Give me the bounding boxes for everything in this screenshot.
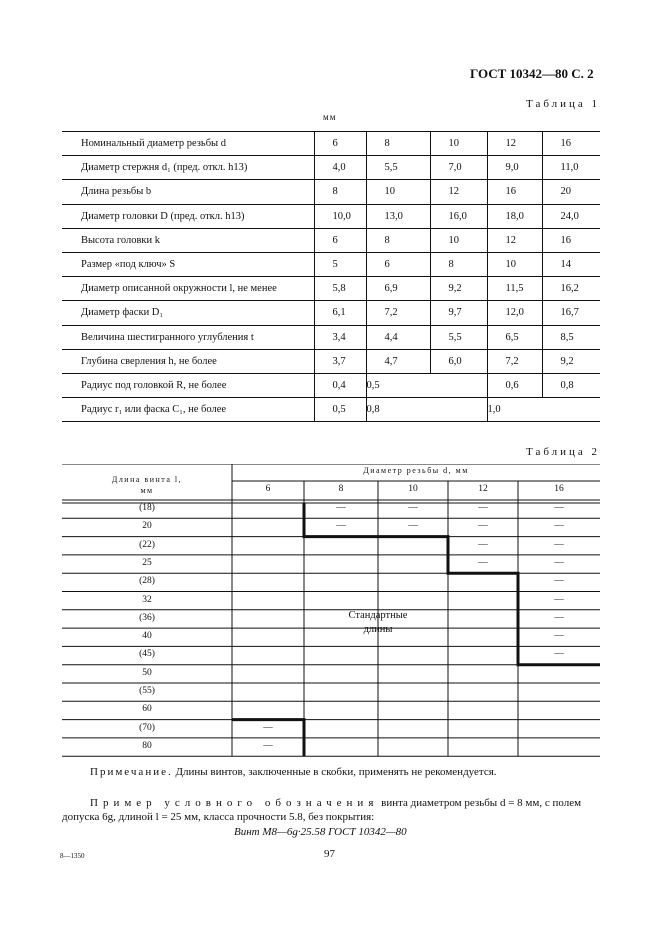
table1-cell: 20 [542, 180, 600, 204]
length-label: (22) [139, 539, 155, 550]
table1-cell: 0,5 [366, 373, 487, 397]
table1-cell: 7,2 [366, 301, 430, 325]
table1-cell: 3,4 [314, 325, 366, 349]
example [62, 796, 602, 824]
length-label: (55) [139, 686, 155, 696]
table1-cell: 14 [542, 252, 600, 276]
dash-cell: — [554, 521, 564, 532]
table1-cell: 6 [314, 228, 366, 252]
page-number: 97 [324, 848, 335, 860]
note [90, 766, 497, 778]
table1-row-label: Высота головки k [62, 228, 314, 252]
designation: Винт М8—6g·25.58 ГОСТ 10342—80 [234, 826, 407, 838]
dash-cell: — [478, 539, 488, 550]
table1-cell: 16 [487, 180, 542, 204]
length-label: (70) [139, 722, 155, 733]
table1-cell: 11,0 [542, 156, 600, 180]
dash-cell: — [336, 521, 346, 532]
table1-cell: 0,4 [314, 373, 366, 397]
dash-cell: — [554, 503, 564, 513]
table1-cell: 6,1 [314, 301, 366, 325]
table1-cell: 4,0 [314, 156, 366, 180]
table1-cell: 6 [366, 252, 430, 276]
length-label: 60 [142, 704, 152, 715]
diameter-header-cell: 16 [554, 484, 564, 494]
table1-cell: 8 [366, 132, 430, 156]
print-code: 8—1350 [60, 852, 85, 860]
table1-row [62, 252, 600, 276]
table1-row [62, 373, 600, 397]
table1-row-label: Диаметр стержня d₁ (пред. откл. h13) [62, 156, 314, 180]
table1-row [62, 349, 600, 373]
length-label: 32 [142, 594, 152, 605]
table1-row-label: Номинальный диаметр резьбы d [62, 132, 314, 156]
table1-row-label: Глубина сверления h, не более [62, 349, 314, 373]
dash-cell: — [263, 722, 273, 733]
table1-row [62, 277, 600, 301]
table1-cell: 0,8 [366, 398, 487, 422]
length-label: 80 [142, 740, 152, 751]
table1-cell: 6 [314, 132, 366, 156]
table1-cell: 9,0 [487, 156, 542, 180]
table1-cell: 12 [487, 132, 542, 156]
table1-row [62, 204, 600, 228]
table1-cell: 5,5 [430, 325, 487, 349]
table1 [62, 131, 600, 422]
dash-cell: — [554, 576, 564, 587]
dash-cell: — [478, 557, 488, 568]
table1-cell: 18,0 [487, 204, 542, 228]
table1-cell: 5,5 [366, 156, 430, 180]
table1-cell: 12 [487, 228, 542, 252]
table1-cell: 8,5 [542, 325, 600, 349]
dash-cell: — [478, 503, 488, 513]
table1-cell: 9,7 [430, 301, 487, 325]
table1-row [62, 228, 600, 252]
table1-cell: 11,5 [487, 277, 542, 301]
table1-cell: 16,2 [542, 277, 600, 301]
dash-cell: — [336, 503, 346, 513]
table1-cell: 1,0 [487, 398, 600, 422]
table1-row-label: Размер «под ключ» S [62, 252, 314, 276]
dash-cell: — [554, 649, 564, 660]
table1-cell: 7,2 [487, 349, 542, 373]
page-header: ГОСТ 10342—80 С. 2 [470, 66, 594, 81]
length-label: 50 [142, 667, 152, 678]
length-label: 25 [142, 557, 152, 568]
length-label: (28) [139, 576, 155, 587]
diameter-header-cell: 12 [478, 484, 488, 494]
table1-cell: 12 [430, 180, 487, 204]
table1-row-label: Величина шестигранного углубления t [62, 325, 314, 349]
note-label: Примечание. [90, 766, 173, 778]
table1-cell: 10 [430, 228, 487, 252]
table1-cell: 5 [314, 252, 366, 276]
table1-cell: 7,0 [430, 156, 487, 180]
length-label: (45) [139, 649, 155, 660]
table1-cell: 9,2 [430, 277, 487, 301]
table1-row [62, 156, 600, 180]
table1-cell: 4,4 [366, 325, 430, 349]
table2-caption: Таблица 2 [526, 446, 601, 458]
table1-cell: 8 [314, 180, 366, 204]
table1-cell: 16,7 [542, 301, 600, 325]
example-label: Пример условного обозначения [90, 797, 379, 809]
table1-cell: 0,8 [542, 373, 600, 397]
dash-cell: — [408, 521, 418, 532]
table1-cell: 8 [430, 252, 487, 276]
diameter-header: Диаметр резьбы d, мм [363, 466, 469, 475]
table1-cell: 5,8 [314, 277, 366, 301]
dash-cell: — [263, 740, 273, 751]
length-label: (18) [139, 503, 155, 513]
length-label: 20 [142, 521, 152, 532]
table1-cell: 9,2 [542, 349, 600, 373]
table1-cell: 10 [487, 252, 542, 276]
table1-row-label: Диаметр фаски D₁ [62, 301, 314, 325]
diameter-header-cell: 10 [408, 484, 418, 494]
length-label: (36) [139, 612, 155, 623]
table1-cell: 6,5 [487, 325, 542, 349]
standard-lengths-label-2: длины [363, 624, 393, 635]
diameter-header-cell: 6 [265, 484, 271, 494]
table1-cell: 6,0 [430, 349, 487, 373]
standard-lengths-label: Стандартные [348, 610, 408, 621]
table1-cell: 8 [366, 228, 430, 252]
dash-cell: — [554, 594, 564, 605]
table1-unit: мм [323, 112, 337, 122]
table1-cell: 3,7 [314, 349, 366, 373]
dash-cell: — [554, 557, 564, 568]
table2 [62, 464, 600, 761]
table1-cell: 13,0 [366, 204, 430, 228]
table1-row [62, 398, 600, 422]
table1-row-label: Радиус r₁ или фаска C₁, не более [62, 398, 314, 422]
table1-cell: 4,7 [366, 349, 430, 373]
table1-cell: 0,6 [487, 373, 542, 397]
table1-cell: 24,0 [542, 204, 600, 228]
table1-cell: 16 [542, 132, 600, 156]
table1-cell: 16 [542, 228, 600, 252]
table1-row [62, 180, 600, 204]
length-label: 40 [142, 631, 152, 642]
length-header: Длина винта l, [111, 475, 183, 484]
table1-row [62, 325, 600, 349]
note-text: Длины винтов, заключенные в скобки, применять не рекомендуется. [172, 766, 497, 778]
table1-cell: 10 [430, 132, 487, 156]
dash-cell: — [554, 539, 564, 550]
dash-cell: — [478, 521, 488, 532]
table1-row-label: Диаметр описанной окружности l, не менее [62, 277, 314, 301]
table1-cell: 6,9 [366, 277, 430, 301]
table1-cell: 10 [366, 180, 430, 204]
diameter-header-cell: 8 [338, 484, 344, 494]
table1-row-label: Диаметр головки D (пред. откл. h13) [62, 204, 314, 228]
table1-cell: 0,5 [314, 398, 366, 422]
table1-cell: 10,0 [314, 204, 366, 228]
dash-cell: — [554, 631, 564, 642]
dash-cell: — [554, 612, 564, 623]
table1-row-label: Радиус под головкой R, не более [62, 373, 314, 397]
dash-cell: — [408, 503, 418, 513]
example-text: винта диаметром резьбы d = 8 мм, с полем допуска 6g, длиной l = 25 мм, класса прочности 5.8, без покрытия: [62, 797, 582, 823]
table1-cell: 12,0 [487, 301, 542, 325]
table1-row-label: Длина резьбы b [62, 180, 314, 204]
table1-cell: 16,0 [430, 204, 487, 228]
length-unit: мм [140, 486, 154, 495]
table1-row [62, 132, 600, 156]
table1-row [62, 301, 600, 325]
table1-caption: Таблица 1 [526, 98, 601, 110]
